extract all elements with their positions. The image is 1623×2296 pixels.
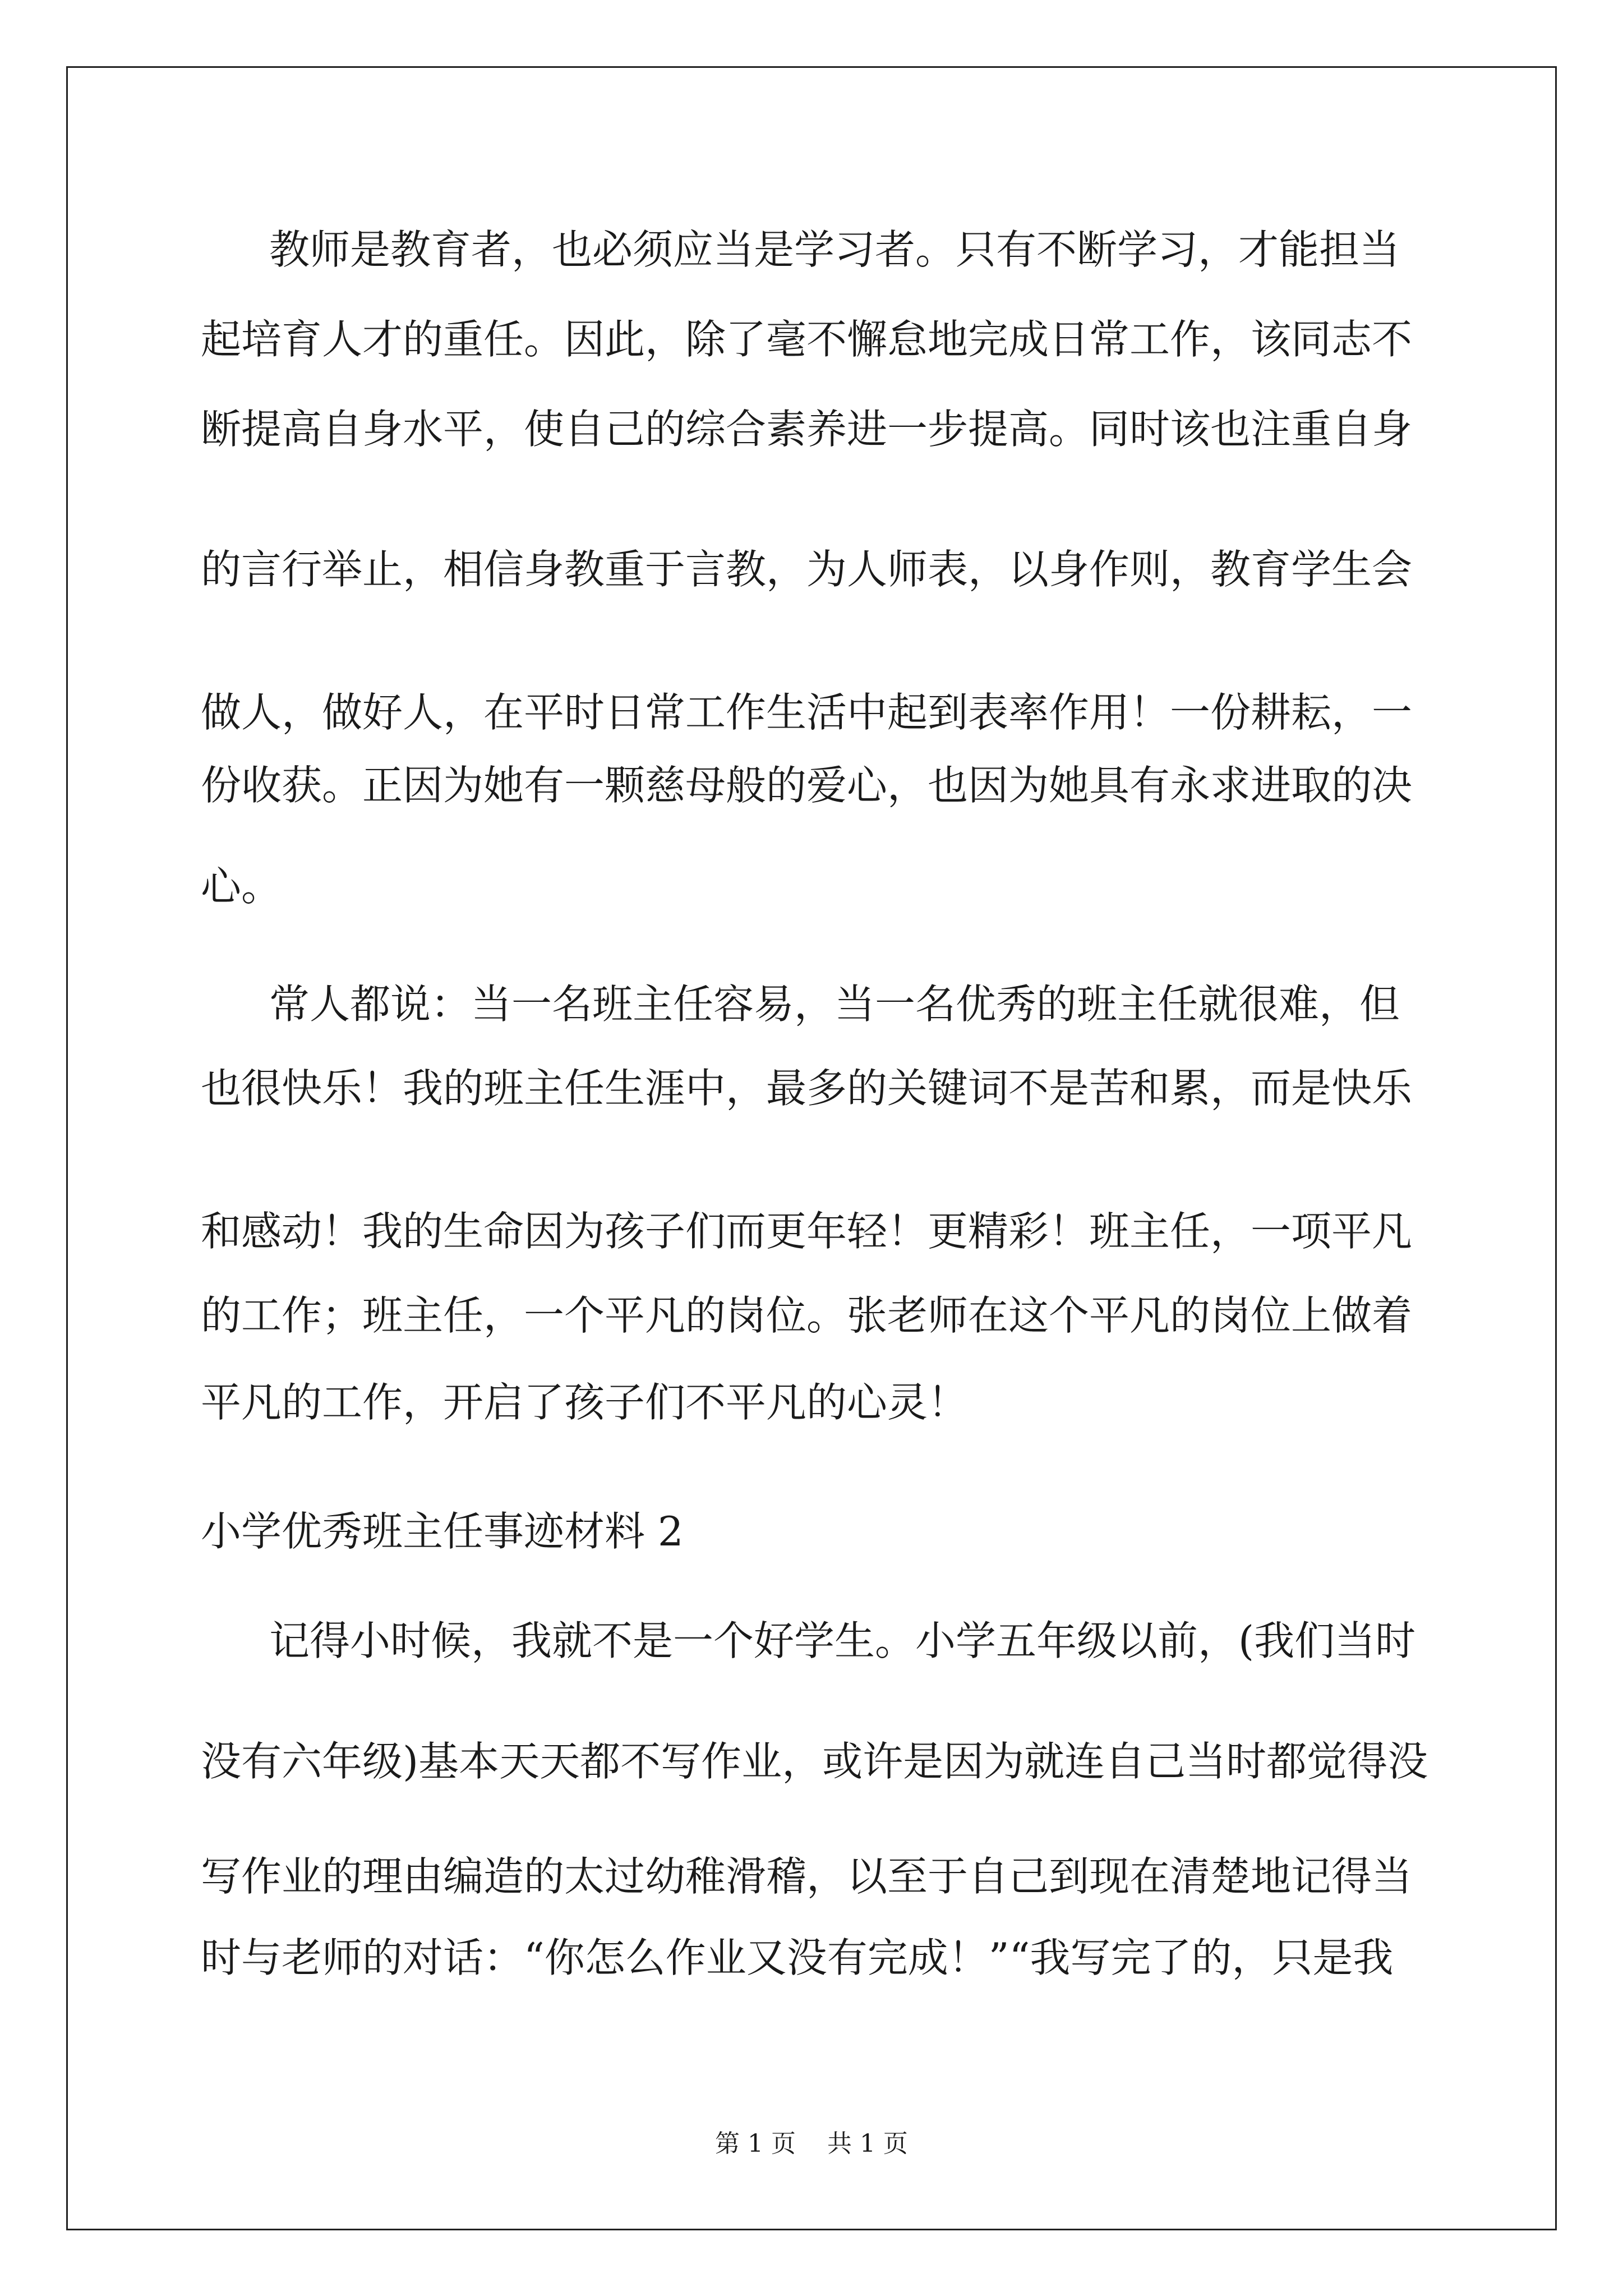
paragraph-1-line-4: 的言行举止，相信身教重于言教，为人师表，以身作则，教育学生会 — [201, 546, 1413, 593]
paragraph-1-line-2: 起培育人才的重任。因此，除了毫不懈怠地完成日常工作，该同志不 — [201, 316, 1413, 363]
section-heading: 小学优秀班主任事迹材料 2 — [201, 1508, 684, 1555]
paragraph-2-line-4: 的工作；班主任，一个平凡的岗位。张老师在这个平凡的岗位上做着 — [201, 1292, 1413, 1339]
paragraph-1-line-1: 教师是教育者，也必须应当是学习者。只有不断学习，才能担当 — [269, 226, 1400, 273]
paragraph-1-line-6: 份收获。正因为她有一颗慈母般的爱心，也因为她具有永求进取的决 — [201, 762, 1413, 809]
paragraph-3-line-2: 没有六年级)基本天天都不写作业，或许是因为就连自己当时都觉得没 — [201, 1738, 1428, 1785]
paragraph-2-line-1: 常人都说：当一名班主任容易，当一名优秀的班主任就很难，但 — [269, 981, 1400, 1028]
paragraph-3-line-1: 记得小时候，我就不是一个好学生。小学五年级以前，(我们当时 — [269, 1617, 1416, 1664]
paragraph-2-line-2: 也很快乐！我的班主任生涯中，最多的关键词不是苦和累，而是快乐 — [201, 1065, 1413, 1112]
paragraph-1-line-7: 心。 — [201, 863, 282, 910]
paragraph-3-line-4: 时与老师的对话：“你怎么作业又没有完成！”“我写完了的，只是我 — [201, 1934, 1394, 1981]
paragraph-2-line-3: 和感动！我的生命因为孩子们而更年轻！更精彩！班主任，一项平凡 — [201, 1208, 1413, 1255]
paragraph-1-line-3: 断提高自身水平，使自己的综合素养进一步提高。同时该也注重自身 — [201, 406, 1413, 453]
paragraph-1-line-5: 做人，做好人，在平时日常工作生活中起到表率作用！一份耕耘，一 — [201, 689, 1413, 736]
page-number-footer: 第 1 页 共 1 页 — [715, 2129, 908, 2158]
paragraph-2-line-5: 平凡的工作，开启了孩子们不平凡的心灵！ — [201, 1379, 969, 1426]
paragraph-3-line-3: 写作业的理由编造的太过幼稚滑稽，以至于自己到现在清楚地记得当 — [201, 1853, 1413, 1900]
page-border — [66, 66, 1557, 2230]
